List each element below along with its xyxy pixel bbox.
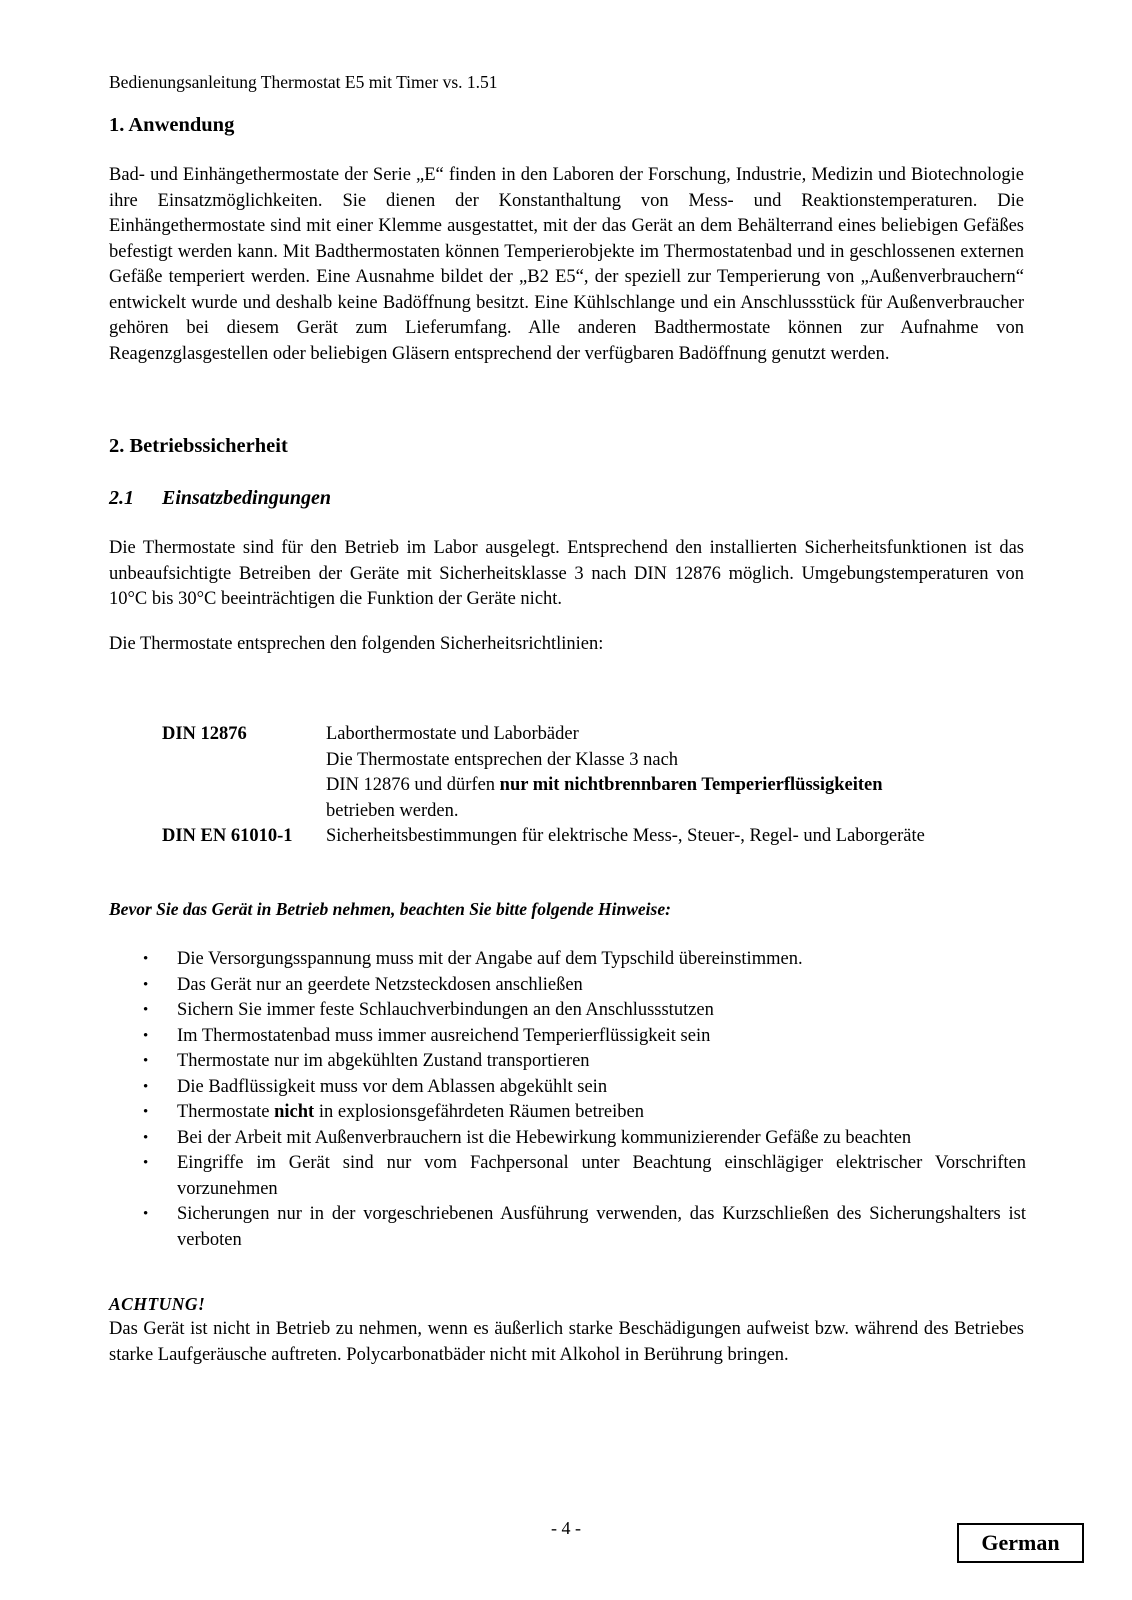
conditions-paragraph: Die Thermostate sind für den Betrieb im Labor ausgelegt. Entsprechend den installierten Sicherheitsfunktionen ist das unbeaufsichtigte Betreiben der Geräte mit Sicherheitsklasse 3 nach DIN 12876 möglich. Umgebungstemperaturen von 10°C bis 30°C beeinträchtigen die Funktion der Geräte nicht. [109,538,1024,609]
list-item [143,1202,1026,1253]
subsection-title: Einsatzbedingungen [162,487,331,509]
warning-text: Das Gerät ist nicht in Betrieb zu nehmen, wenn es äußerlich starke Beschädigungen aufweist bzw. während des Betriebes starke Laufgeräusche auftreten. Polycarbonatbäder nicht mit Alkohol in Berührung bringen. [109,1319,1024,1365]
bullet-icon: • [143,951,149,967]
bullet-icon: • [143,1155,149,1171]
guidelines-intro: Die Thermostate entsprechen den folgenden Sicherheitsrichtlinien: [109,634,604,654]
list-item-text: Im Thermostatenbad muss immer ausreichend Temperierflüssigkeit sein [177,1025,711,1046]
page-number: - 4 - [551,1518,581,1538]
list-item-text: Eingriffe im Gerät sind nur vom Fachpersonal unter Beachtung einschlägiger elektrischer Vorschriften vorzunehmen [177,1153,1026,1199]
bullet-icon: • [143,1053,149,1069]
bullet-icon: • [143,1104,149,1120]
bullet-icon: • [143,1002,149,1018]
bullet-icon: • [143,1027,149,1044]
list-item-emphasis: nicht [274,1102,315,1122]
language-label: German [957,1523,1084,1563]
list-item-text: Thermostate [177,1102,275,1122]
standard-code: DIN EN 61010-1 [162,826,293,846]
standard-row [162,824,925,850]
bullet-icon: • [143,1206,149,1222]
standard-emphasis: nur mit nichtbrennbaren Temperierflüssigkeiten [499,775,883,795]
standard-description-line: betrieben werden. [326,800,459,821]
standard-description-line [326,773,925,799]
subsection-number: 2.1 [109,487,134,509]
list-item-text: Thermostate nur im abgekühlten Zustand transportieren [177,1051,590,1071]
list-item [143,1075,1026,1101]
standard-text: DIN 12876 und dürfen [326,775,500,795]
list-item [143,1100,1026,1126]
section-1-heading: 1. Anwendung [109,114,235,136]
standard-description-line: Laborthermostate und Laborbäder [326,724,579,744]
list-item [143,947,1026,973]
section-2-heading: 2. Betriebssicherheit [109,435,288,457]
bullet-icon: • [143,1078,149,1095]
standard-code: DIN 12876 [162,724,247,744]
list-item-text: Bei der Arbeit mit Außenverbrauchern ist die Hebewirkung kommunizierender Gefäße zu beachten [177,1127,912,1148]
list-item [143,1024,1026,1050]
subsection-heading [109,486,331,512]
list-item [143,973,1026,999]
list-item-text: Sichern Sie immer feste Schlauchverbindungen an den Anschlussstutzen [177,1000,714,1020]
standard-description-line: Die Thermostate entsprechen der Klasse 3 nach [326,749,679,770]
standard-description [326,824,925,850]
standard-description-line: Sicherheitsbestimmungen für elektrische Mess-, Steuer-, Regel- und Laborgeräte [326,826,925,846]
section-1-paragraph: Bad- und Einhängethermostate der Serie „E“ finden in den Laboren der Forschung, Industrie, Medizin und Biotechnologie ihre Einsatzmöglichkeiten. Sie dienen der Konstanthaltung von Mess- und Reaktionstemperaturen. Die Einhängethermostate sind mit einer Klemme ausgestattet, mit der das Gerät an dem Behälterrand eines beliebigen Gefäßes befestigt werden kann. Mit Badthermostaten können Temperierobjekte im Thermostatenbad und in geschlossenen externen Gefäße temperiert werden. Eine Ausnahme bildet der „B2 E5“, der speziell zur Temperierung von „Außenverbrauchern“ entwickelt wurde und deshalb keine Badöffnung besitzt. Eine Kühlschlange und ein Anschlussstück für Außenverbraucher gehören bei diesem Gerät zum Lieferumfang. Alle anderen Badthermostate können zur Aufnahme von Reagenzglasgestellen oder beliebigen Gläsern entsprechend der verfügbaren Badöffnung genutzt werden. [109,165,1024,364]
running-header: Bedienungsanleitung Thermostat E5 mit Timer vs. 1.51 [109,72,498,92]
list-item [143,1151,1026,1202]
standard-row [162,722,925,824]
standards-table [162,722,925,850]
safety-notes-list [143,947,1026,1253]
list-item-text: Die Badflüssigkeit muss vor dem Ablassen abgekühlt sein [177,1076,608,1097]
bullet-icon: • [143,976,149,993]
list-item [143,1126,1026,1152]
list-item-text: Die Versorgungsspannung muss mit der Angabe auf dem Typschild übereinstimmen. [177,949,803,969]
standard-description [326,722,925,824]
list-item [143,998,1026,1024]
list-item-text: in explosionsgefährdeten Räumen betreiben [314,1102,644,1122]
notice-title: Bevor Sie das Gerät in Betrieb nehmen, beachten Sie bitte folgende Hinweise: [109,899,671,919]
list-item [143,1049,1026,1075]
list-item-text: Das Gerät nur an geerdete Netzsteckdosen anschließen [177,974,583,995]
bullet-icon: • [143,1129,149,1146]
warning-title: ACHTUNG! [109,1294,206,1314]
list-item-text: Sicherungen nur in der vorgeschriebenen Ausführung verwenden, das Kurzschließen des Sicherungshalters ist verboten [177,1204,1026,1250]
